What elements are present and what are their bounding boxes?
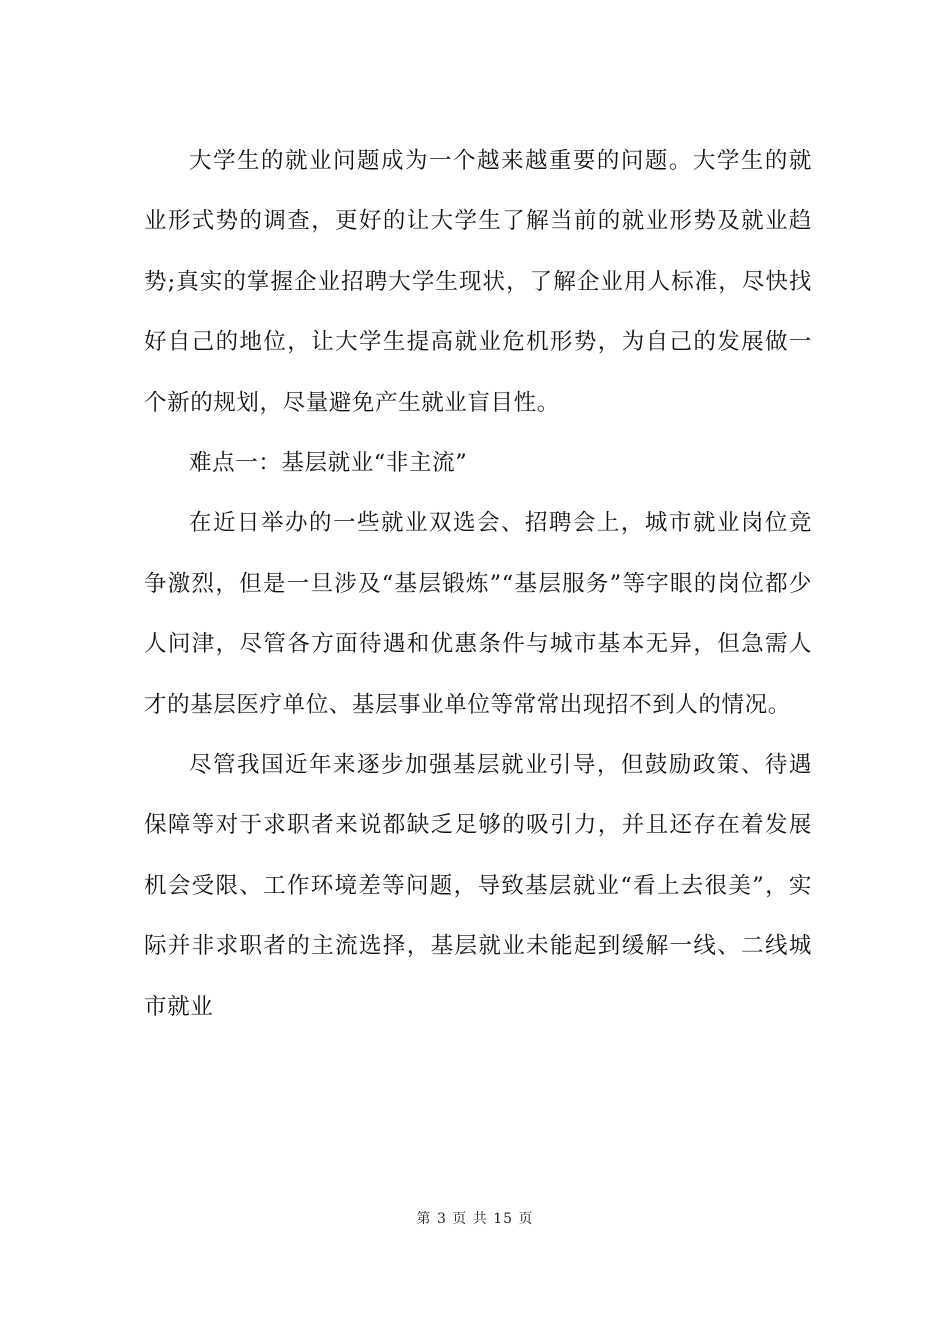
section-heading: 难点一：基层就业“非主流” [189, 450, 468, 477]
document-body [144, 131, 812, 1037]
page-number-footer [0, 1208, 950, 1228]
paragraph-intro: 大学生的就业问题成为一个越来越重要的问题。大学生的就业形式势的调查，更好的让大学生了解当前的就业形势及就业趋势;真实的掌握企业招聘大学生现状，了解企业用人标准，尽快找好自己的地位，让大学生提高就业危机形势，为自己的发展做一个新的规划，尽量避免产生就业盲目性。 [144, 148, 812, 416]
paragraph-policy: 尽管我国近年来逐步加强基层就业引导，但鼓励政策、待遇保障等对于求职者来说都缺乏足够的吸引力，并且还存在着发展机会受限、工作环境差等问题，导致基层就业“看上去很美”，实际并非求职者的主流选择，基层就业未能起到缓解一线、二线城市就业 [144, 752, 812, 1020]
paragraph-job-fair: 在近日举办的一些就业双选会、招聘会上，城市就业岗位竞争激烈，但是一旦涉及“基层锻炼”“基层服务”等字眼的岗位都少人问津，尽管各方面待遇和优惠条件与城市基本无异，但急需人才的基层医疗单位、基层事业单位等常常出现招不到人的情况。 [144, 510, 812, 718]
page-number-text: 第 3 页 共 15 页 [416, 1211, 534, 1227]
